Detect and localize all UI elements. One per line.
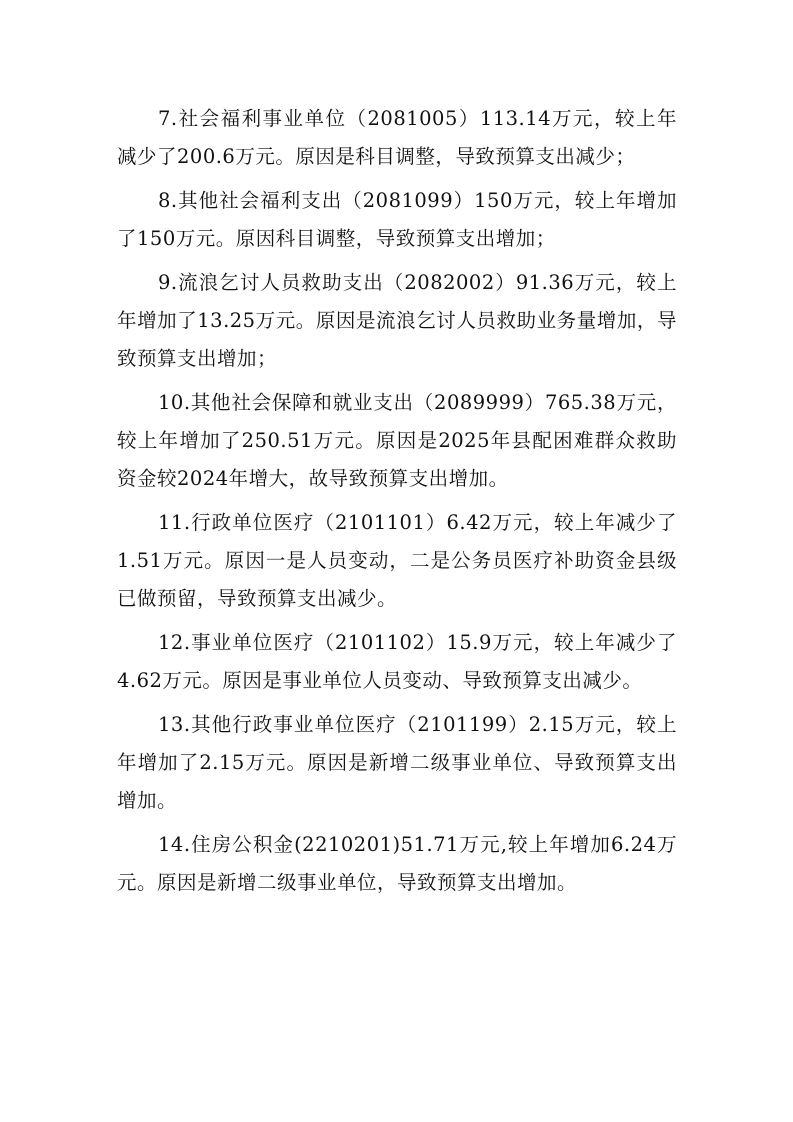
document-body [117, 100, 677, 908]
paragraph-item-11: 11.行政单位医疗（2101101）6.42万元，较上年减少了1.51万元。原因一是人员变动，二是公务员医疗补助资金县级已做预留，导致预算支出减少。 [117, 511, 677, 610]
paragraph-item-13: 13.其他行政事业单位医疗（2101199）2.15万元，较上年增加了2.15万元。原因是新增二级事业单位、导致预算支出增加。 [117, 713, 677, 812]
paragraph-item-10: 10.其他社会保障和就业支出（2089999）765.38万元，较上年增加了250.51万元。原因是2025年县配困难群众救助资金较2024年增大，故导致预算支出增加。 [117, 391, 677, 490]
paragraph-item-12: 12.事业单位医疗（2101102）15.9万元，较上年减少了4.62万元。原因是事业单位人员变动、导致预算支出减少。 [117, 631, 677, 692]
paragraph-item-7: 7.社会福利事业单位（2081005）113.14万元，较上年减少了200.6万元。原因是科目调整，导致预算支出减少； [117, 107, 677, 168]
paragraph-item-9: 9.流浪乞讨人员救助支出（2082002）91.36万元，较上年增加了13.25万元。原因是流浪乞讨人员救助业务量增加，导致预算支出增加； [117, 271, 677, 370]
paragraph-item-14: 14.住房公积金(2210201)51.71万元,较上年增加6.24万元。原因是新增二级事业单位，导致预算支出增加。 [117, 833, 677, 894]
paragraph-item-8: 8.其他社会福利支出（2081099）150万元，较上年增加了150万元。原因科目调整，导致预算支出增加； [117, 189, 677, 250]
